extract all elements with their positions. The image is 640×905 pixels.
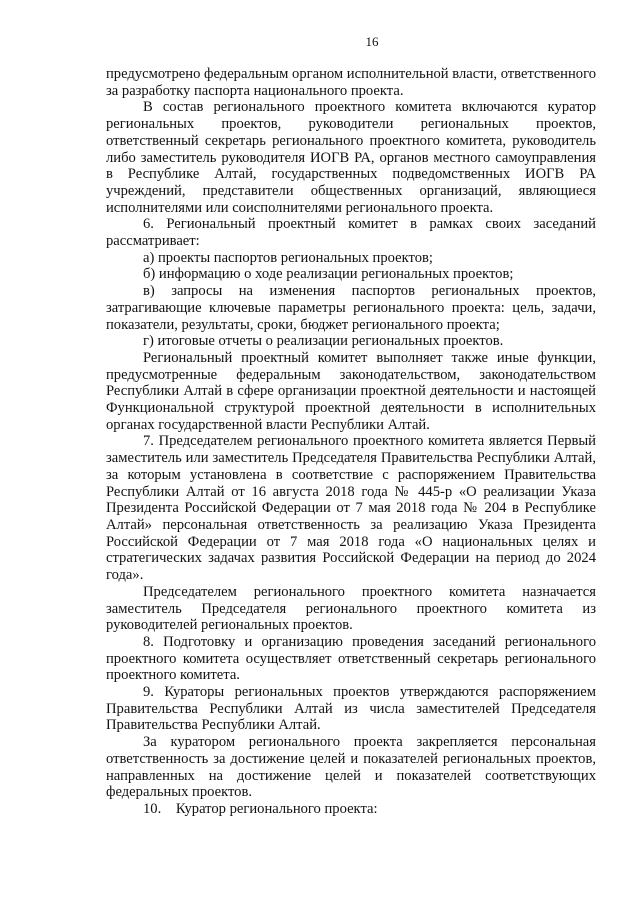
list-item-b: б) информацию о ходе реализации региональных проектов;: [143, 266, 514, 283]
paragraph-other-functions: Региональный проектный комитет выполняет также иные функции, предусмотренные федеральным законодательством, законодательством Республики Алтай в сфере организации проектной деятельности и настоящей Функциональной структурой проектной деятельности в исполнительных органах государственной власти Республики Алтай.: [106, 349, 596, 433]
paragraph-item-10: 10. Куратор регионального проекта:: [143, 800, 378, 817]
paragraph-item-9: 9. Кураторы региональных проектов утверждаются распоряжением Правительства Республики Алтай из числа заместителей Председателя Правительства Республики Алтай.: [106, 684, 596, 734]
list-item-g: г) итоговые отчеты о реализации региональных проектов.: [143, 333, 504, 350]
paragraph-item-7: 7. Председателем регионального проектного комитета является Первый заместитель или заместитель Председателя Правительства Республики Алтай, за которым установлена в соответствие с распоряжением Правительства Республики Алтай от 16 августа 2018 года № 445-р «О реализации Указа Президента Российской Федерации от 7 мая 2018 года № 204 в Республике Алтай» персональная ответственность за реализацию Указа Президента Российской Федерации от 7 мая 2018 года «О национальных целях и стратегических задачах развития Российской Федерации на период до 2024 года».: [106, 433, 596, 584]
paragraph-item-8: 8. Подготовку и организацию проведения заседаний регионального проектного комитета осуществляет ответственный секретарь регионального проектного комитета.: [106, 633, 596, 684]
paragraph-continuation: предусмотрено федеральным органом исполнительной власти, ответственного за разработку паспорта национального проекта.: [106, 66, 596, 99]
paragraph-curator-responsibility: За куратором регионального проекта закрепляется персональная ответственность за достижение целей и показателей региональных проектов, направленных на достижение целей и показателей соответствующих федеральных проектов.: [106, 734, 596, 801]
list-item-a: а) проекты паспортов региональных проектов;: [143, 249, 433, 266]
list-item-v: в) запросы на изменения паспортов региональных проектов, затрагивающие ключевые параметры регионального проекта: цель, задачи, показатели, результаты, сроки, бюджет регионального проекта;: [106, 283, 596, 333]
page-number: 16: [365, 34, 379, 49]
paragraph-item-6: 6. Региональный проектный комитет в рамках своих заседаний рассматривает:: [106, 216, 596, 250]
paragraph-deputy-chair: Председателем регионального проектного комитета назначается заместитель Председателя регионального проектного комитета из руководителей региональных проектов.: [106, 583, 596, 634]
paragraph-committee-composition: В состав регионального проектного комитета включаются куратор региональных проектов, руководители региональных проектов, ответственный секретарь регионального проектного комитета, руководитель либо заместитель руководителя ИОГВ РА, органов местного самоуправления в Республике Алтай, государственных подведомственных ИОГВ РА учреждений, представители общественных организаций, являющиеся исполнителями или соисполнителями регионального проекта.: [106, 99, 596, 216]
